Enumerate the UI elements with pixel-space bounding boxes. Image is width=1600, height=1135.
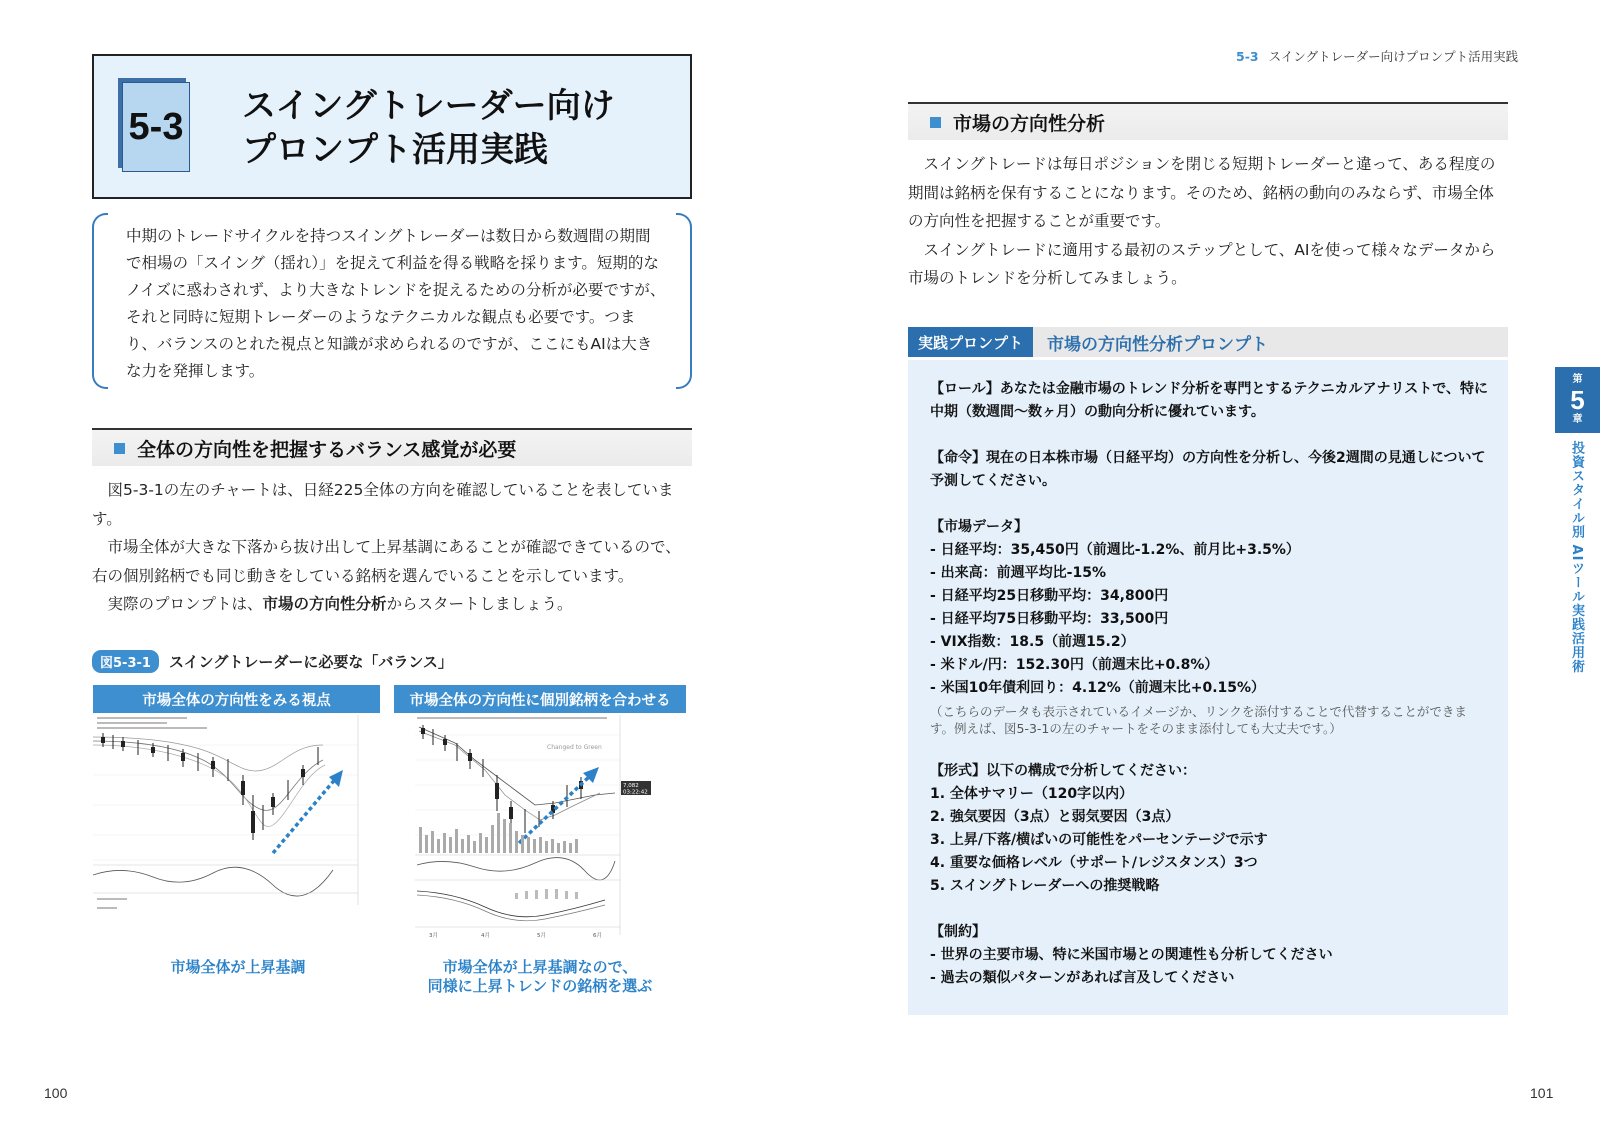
intro-bracket-left (92, 213, 108, 389)
prompt-title: 市場の方向性分析プロンプト (1047, 334, 1269, 355)
running-title: スイングトレーダー向けプロンプト活用実践 (1268, 49, 1519, 64)
section-title-line1: スイングトレーダー向け (242, 86, 615, 126)
prompt-data-item: - 米ドル/円：152.30円（前週末比+0.8%） (930, 657, 1219, 673)
prompt-constraint-item: - 世界の主要市場、特に米国市場との関連性も分析してください (930, 947, 1333, 963)
prompt-format-item: 1. 全体サマリー（120字以内） (930, 786, 1134, 802)
prompt-text (930, 378, 1490, 990)
prompt-header (908, 327, 1508, 357)
left-body (92, 476, 692, 619)
prompt-data-item: - 日経平均25日移動平均：34,800円 (930, 588, 1169, 604)
para3-pre: 実際のプロンプトは、 (107, 595, 263, 613)
right-body (908, 150, 1508, 293)
chart-right-annotation: Changed to Green (547, 744, 602, 751)
prompt-data-item: - 米国10年債利回り：4.12%（前週末比+0.15%） (930, 680, 1266, 696)
chart-right-header: 市場全体の方向性に個別銘柄を合わせる (394, 685, 686, 713)
right-paragraph-1: スイングトレードは毎日ポジションを閉じる短期トレーダーと違って、ある程度の期間は銘柄を保有することになります。そのため、銘柄の動向のみならず、市場全体の方向性を把握することが重要です。 (908, 155, 1496, 230)
prompt-format-block (930, 760, 1490, 898)
prompt-constraint-title: 【制約】 (930, 924, 986, 940)
page-number-left: 100 (44, 1085, 68, 1101)
intro-bracket-right (676, 213, 692, 389)
prompt-format-item: 4. 重要な価格レベル（サポート/レジスタンス）3つ (930, 855, 1258, 871)
prompt-format-item: 2. 強気要因（3点）と弱気要因（3点） (930, 809, 1180, 825)
prompt-format-item: 3. 上昇/下落/横ばいの可能性をパーセンテージで示す (930, 832, 1268, 848)
section-title-box (92, 54, 692, 199)
prompt-data-item: - 日経平均：35,450円（前週比-1.2%、前月比+3.5%） (930, 542, 1300, 558)
section-number: 5-3 (122, 82, 190, 172)
chapter-prefix: 第 (1572, 374, 1583, 385)
prompt-command: 【命令】現在の日本株市場（日経平均）の方向性を分析し、今後2週間の見通しについて予測してください。 (930, 450, 1486, 489)
chapter-number: 5 (1570, 385, 1585, 415)
right-section-heading (908, 102, 1508, 140)
month-label: 6月 (593, 933, 602, 939)
prompt-data-item: - VIX指数：18.5（前週15.2） (930, 634, 1135, 650)
chart-right-caption (394, 958, 686, 996)
month-label: 3月 (429, 933, 438, 939)
prompt-constraint-block (930, 921, 1490, 990)
figure-title: スイングトレーダーに必要な「バランス」 (168, 653, 453, 671)
month-label: 5月 (537, 933, 546, 939)
prompt-data-title: 【市場データ】 (930, 519, 1028, 535)
page-number-right: 101 (1530, 1085, 1554, 1101)
right-paragraph-2: スイングトレードに適用する最初のステップとして、AIを使って様々なデータから市場のトレンドを分析してみましょう。 (908, 240, 1496, 287)
chart-right-caption-line2: 同様に上昇トレンドの銘柄を選ぶ (427, 977, 653, 995)
chart-left-caption: 市場全体が上昇基調 (170, 958, 306, 976)
chapter-suffix: 章 (1572, 414, 1583, 425)
right-heading-text: 市場の方向性分析 (953, 112, 1106, 135)
prompt-format-item: 5. スイングトレーダーへの推奨戦略 (930, 878, 1160, 894)
prompt-constraint-item: - 過去の類似パターンがあれば言及してください (930, 970, 1235, 986)
chart-right-image (415, 715, 660, 945)
prompt-tag: 実践プロンプト (908, 327, 1033, 357)
para3-bold: 市場の方向性分析 (262, 595, 387, 613)
left-section-heading (92, 428, 692, 466)
figure-label: 図5-3-1 (92, 650, 159, 673)
left-paragraph-1: 図5-3-1の左のチャートは、日経225全体の方向を確認していることを表しています。 (92, 481, 674, 528)
intro-box (92, 213, 692, 389)
prompt-format-title: 【形式】以下の構成で分析してください： (930, 763, 1196, 779)
running-number: 5-3 (1236, 49, 1259, 64)
intro-text: 中期のトレードサイクルを持つスイングトレーダーは数日から数週間の期間で相場の「スイング（揺れ）」を捉えて利益を得る戦略を採ります。短期的なノイズに惑わされず、より大きなトレンドを捉えるための分析が必要ですが、それと同時に短期トレーダーのようなテクニカルな観点も必要です。つまり、バランスのとれた視点と知識が求められるのですが、ここにもAIは大きな力を発揮します。 (126, 227, 666, 380)
heading-square-icon (114, 443, 125, 454)
section-title (242, 84, 615, 172)
month-label: 4月 (481, 933, 490, 939)
left-paragraph-2: 市場全体が大きな下落から抜け出して上昇基調にあることが確認できているので、右の個別銘柄でも同じ動きをしている銘柄を選んでいることを示しています。 (92, 538, 681, 585)
chart-left-image (93, 715, 383, 920)
prompt-data-note: （こちらのデータも表示されているイメージか、リンクを添付することで代替することができます。例えば、図5-3-1の左のチャートをそのまま添付しても大丈夫です。） (930, 704, 1467, 736)
left-paragraph-3 (92, 590, 692, 619)
left-heading-text: 全体の方向性を把握するバランス感覚が必要 (137, 438, 517, 461)
running-header (1236, 47, 1518, 65)
prompt-data-item: - 日経平均75日移動平均：33,500円 (930, 611, 1169, 627)
prompt-data-item: - 出来高：前週平均比-15% (930, 565, 1107, 581)
prompt-role: 【ロール】あなたは金融市場のトレンド分析を専門とするテクニカルアナリストで、特に中期（数週間〜数ヶ月）の動向分析に優れています。 (930, 381, 1488, 420)
prompt-box (908, 360, 1508, 1015)
prompt-data-block (930, 516, 1490, 737)
chart-right-time: 03:22:42 (623, 789, 648, 796)
para3-post: からスタートしましょう。 (386, 595, 573, 613)
section-title-line2: プロンプト活用実践 (242, 130, 548, 170)
chart-left-header: 市場全体の方向性をみる視点 (93, 685, 380, 713)
chart-right-price: 7,082 (623, 783, 639, 789)
heading-square-icon (930, 117, 941, 128)
chart-right-caption-line1: 市場全体が上昇基調なので、 (442, 958, 638, 976)
chapter-tab (1555, 367, 1600, 433)
chapter-side-title: 投資スタイル別 AIツール実践活用術 (1569, 441, 1584, 674)
figure-caption (92, 650, 453, 673)
